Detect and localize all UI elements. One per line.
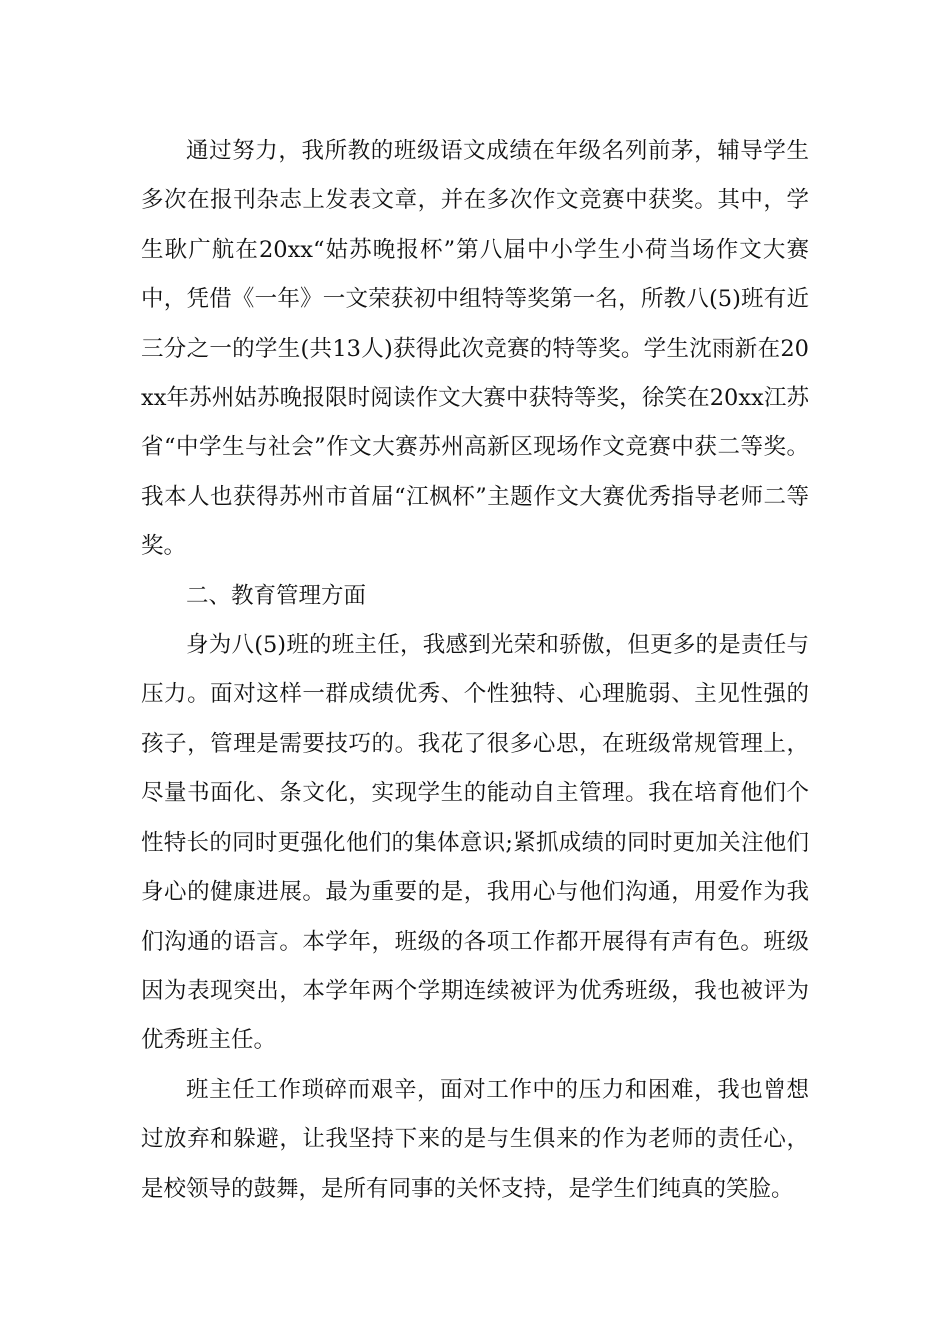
section-heading-education-management: 二、教育管理方面 xyxy=(186,582,367,609)
paragraph-perseverance: 班主任工作琐碎而艰辛，面对工作中的压力和困难，我也曾想过放弃和躲避，让我坚持下来的是与生俱来的作为老师的责任心，是校领导的鼓舞，是所有同事的关怀支持，是学生们纯真的笑脸。 xyxy=(141,1076,809,1202)
paragraph-class-teacher: 身为八(5)班的班主任，我感到光荣和骄傲，但更多的是责任与压力。面对这样一群成绩优秀、个性独特、心理脆弱、主见性强的孩子，管理是需要技巧的。我花了很多心思，在班级常规管理上，尽量书面化、条文化，实现学生的能动自主管理。我在培育他们个性特长的同时更强化他们的集体意识;紧抓成绩的同时更加关注他们身心的健康进展。最为重要的是，我用心与他们沟通，用爱作为我们沟通的语言。本学年，班级的各项工作都开展得有声有色。班级因为表现突出，本学年两个学期连续被评为优秀班级，我也被评为优秀班主任。 xyxy=(141,632,809,1054)
document-body xyxy=(141,127,809,1214)
paragraph-achievements: 通过努力，我所教的班级语文成绩在年级名列前茅，辅导学生多次在报刊杂志上发表文章，并在多次作文竞赛中获奖。其中，学生耿广航在20xx“姑苏晚报杯”第八届中小学生小荷当场作文大赛中，凭借《一年》一文荣获初中组特等奖第一名，所教八(5)班有近三分之一的学生(共13人)获得此次竞赛的特等奖。学生沈雨新在20xx年苏州姑苏晚报限时阅读作文大赛中获特等奖，徐笑在20xx江苏省“中学生与社会”作文大赛苏州高新区现场作文竞赛中获二等奖。我本人也获得苏州市首届“江枫杯”主题作文大赛优秀指导老师二等奖。 xyxy=(141,138,809,560)
